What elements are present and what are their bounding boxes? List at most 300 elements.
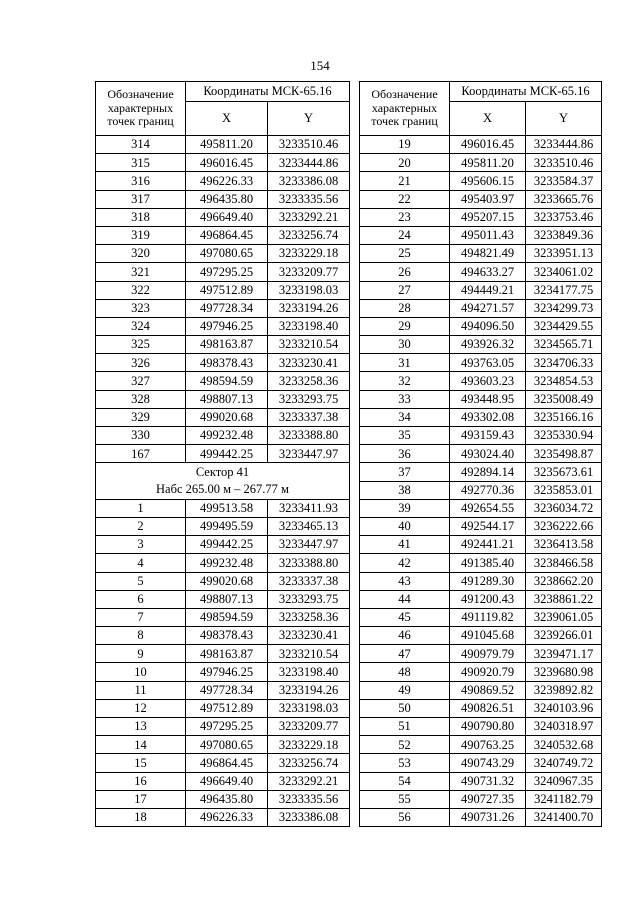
left-x-value: 498807.13 — [186, 590, 268, 608]
left-point-id: 10 — [96, 663, 186, 681]
left-y-value: 3233411.93 — [268, 499, 350, 517]
column-gap — [350, 663, 360, 681]
left-y-value: 3233198.03 — [268, 281, 350, 299]
left-point-id: 328 — [96, 390, 186, 408]
left-point-id: 314 — [96, 136, 186, 154]
column-gap — [350, 608, 360, 626]
left-y-value: 3233292.21 — [268, 208, 350, 226]
right-y-value: 3239061.05 — [526, 608, 602, 626]
table-row — [96, 336, 602, 354]
right-point-id: 47 — [360, 645, 450, 663]
column-gap — [350, 499, 360, 517]
left-point-id: 3 — [96, 536, 186, 554]
right-x-value: 493926.32 — [450, 336, 526, 354]
right-y-header: Y — [526, 102, 602, 136]
column-gap — [350, 736, 360, 754]
left-point-id: 8 — [96, 627, 186, 645]
left-y-value: 3233337.38 — [268, 408, 350, 426]
right-point-id: 26 — [360, 263, 450, 281]
table-row — [96, 608, 602, 626]
table-row — [96, 736, 602, 754]
right-y-value: 3240103.96 — [526, 699, 602, 717]
table-body — [96, 136, 602, 827]
right-y-value: 3236034.72 — [526, 499, 602, 517]
table-row — [96, 390, 602, 408]
right-y-value: 3234429.55 — [526, 317, 602, 335]
left-point-id: 321 — [96, 263, 186, 281]
left-y-value: 3233256.74 — [268, 754, 350, 772]
table-row — [96, 172, 602, 190]
right-point-id: 30 — [360, 336, 450, 354]
left-x-value: 497512.89 — [186, 281, 268, 299]
right-designation-header: Обозначение характерных точек границ — [360, 82, 450, 136]
table-row — [96, 136, 602, 154]
left-y-value: 3233293.75 — [268, 590, 350, 608]
right-point-id: 25 — [360, 245, 450, 263]
left-x-value: 497728.34 — [186, 299, 268, 317]
left-x-value: 498807.13 — [186, 390, 268, 408]
column-gap — [350, 226, 360, 244]
left-y-value: 3233256.74 — [268, 226, 350, 244]
left-x-value: 496016.45 — [186, 154, 268, 172]
column-gap — [350, 790, 360, 808]
right-x-value: 493448.95 — [450, 390, 526, 408]
table-row — [96, 245, 602, 263]
right-y-value: 3235853.01 — [526, 481, 602, 499]
right-y-value: 3235330.94 — [526, 427, 602, 445]
right-x-value: 490731.32 — [450, 772, 526, 790]
left-y-value: 3233194.26 — [268, 299, 350, 317]
table-row — [96, 517, 602, 535]
right-point-id: 54 — [360, 772, 450, 790]
left-x-value: 499513.58 — [186, 499, 268, 517]
left-point-id: 11 — [96, 681, 186, 699]
column-gap — [350, 208, 360, 226]
right-point-id: 52 — [360, 736, 450, 754]
right-y-value: 3238662.20 — [526, 572, 602, 590]
column-gap — [350, 699, 360, 717]
left-x-value: 497295.25 — [186, 263, 268, 281]
right-x-value: 492441.21 — [450, 536, 526, 554]
right-x-value: 490727.35 — [450, 790, 526, 808]
left-y-value: 3233230.41 — [268, 627, 350, 645]
left-y-value: 3233447.97 — [268, 536, 350, 554]
table-row — [96, 699, 602, 717]
column-gap — [350, 82, 360, 136]
right-x-value: 495011.43 — [450, 226, 526, 244]
right-y-value: 3233665.76 — [526, 190, 602, 208]
column-gap — [350, 245, 360, 263]
left-x-value: 497080.65 — [186, 245, 268, 263]
table-row — [96, 627, 602, 645]
left-x-value: 496226.33 — [186, 808, 268, 826]
right-point-id: 23 — [360, 208, 450, 226]
sector-title: Сектор 41 — [195, 465, 250, 480]
left-x-value: 497946.25 — [186, 317, 268, 335]
column-gap — [350, 408, 360, 426]
column-gap — [350, 172, 360, 190]
right-point-id: 42 — [360, 554, 450, 572]
table-row — [96, 263, 602, 281]
left-y-value: 3233230.41 — [268, 354, 350, 372]
column-gap — [350, 372, 360, 390]
left-designation-header: Обозначение характерных точек границ — [96, 82, 186, 136]
left-y-value: 3233386.08 — [268, 808, 350, 826]
right-point-id: 35 — [360, 427, 450, 445]
coordinates-table-wrapper — [95, 81, 602, 827]
left-point-id: 16 — [96, 772, 186, 790]
right-y-value: 3239266.01 — [526, 627, 602, 645]
right-point-id: 24 — [360, 226, 450, 244]
right-x-value: 494633.27 — [450, 263, 526, 281]
column-gap — [350, 572, 360, 590]
column-gap — [350, 627, 360, 645]
table-row — [96, 554, 602, 572]
column-gap — [350, 772, 360, 790]
left-point-id: 329 — [96, 408, 186, 426]
left-point-id: 5 — [96, 572, 186, 590]
right-y-value: 3239892.82 — [526, 681, 602, 699]
left-point-id: 326 — [96, 354, 186, 372]
right-point-id: 53 — [360, 754, 450, 772]
left-x-value: 496864.45 — [186, 226, 268, 244]
right-x-value: 490790.80 — [450, 718, 526, 736]
left-point-id: 315 — [96, 154, 186, 172]
right-y-value: 3235166.16 — [526, 408, 602, 426]
table-row — [96, 754, 602, 772]
left-x-value: 497728.34 — [186, 681, 268, 699]
right-y-value: 3240967.35 — [526, 772, 602, 790]
left-x-value: 499442.25 — [186, 536, 268, 554]
table-row — [96, 536, 602, 554]
left-x-value: 498378.43 — [186, 354, 268, 372]
right-y-value: 3234299.73 — [526, 299, 602, 317]
right-y-value: 3233444.86 — [526, 136, 602, 154]
left-y-value: 3233335.56 — [268, 190, 350, 208]
right-y-value: 3233584.37 — [526, 172, 602, 190]
left-point-id: 6 — [96, 590, 186, 608]
right-x-value: 495606.15 — [450, 172, 526, 190]
right-x-value: 494271.57 — [450, 299, 526, 317]
right-x-value: 492544.17 — [450, 517, 526, 535]
right-y-value: 3233849.36 — [526, 226, 602, 244]
left-y-value: 3233209.77 — [268, 263, 350, 281]
column-gap — [350, 354, 360, 372]
left-point-id: 318 — [96, 208, 186, 226]
right-x-value: 494096.50 — [450, 317, 526, 335]
right-x-value: 494449.21 — [450, 281, 526, 299]
left-point-id: 323 — [96, 299, 186, 317]
right-point-id: 44 — [360, 590, 450, 608]
right-y-value: 3234565.71 — [526, 336, 602, 354]
right-y-value: 3235008.49 — [526, 390, 602, 408]
table-row — [96, 226, 602, 244]
right-point-id: 37 — [360, 463, 450, 481]
left-point-id: 17 — [96, 790, 186, 808]
right-y-value: 3238466.58 — [526, 554, 602, 572]
left-x-value: 497295.25 — [186, 718, 268, 736]
table-row — [96, 299, 602, 317]
column-gap — [350, 190, 360, 208]
left-x-value: 496435.80 — [186, 790, 268, 808]
left-x-value: 498594.59 — [186, 372, 268, 390]
left-y-value: 3233258.36 — [268, 372, 350, 390]
right-point-id: 55 — [360, 790, 450, 808]
table-row — [96, 718, 602, 736]
right-y-value: 3241400.70 — [526, 808, 602, 826]
column-gap — [350, 645, 360, 663]
right-point-id: 36 — [360, 445, 450, 463]
right-point-id: 34 — [360, 408, 450, 426]
right-x-value: 491045.68 — [450, 627, 526, 645]
left-y-value: 3233209.77 — [268, 718, 350, 736]
right-point-id: 38 — [360, 481, 450, 499]
right-x-value: 490731.26 — [450, 808, 526, 826]
right-y-value: 3234854.53 — [526, 372, 602, 390]
column-gap — [350, 554, 360, 572]
left-x-value: 496226.33 — [186, 172, 268, 190]
sector-header — [96, 463, 350, 499]
left-coords-header: Координаты МСК-65.16 — [186, 82, 350, 102]
left-y-value: 3233198.40 — [268, 663, 350, 681]
left-x-value: 499020.68 — [186, 408, 268, 426]
right-x-value: 492654.55 — [450, 499, 526, 517]
table-row — [96, 808, 602, 826]
left-x-value: 498594.59 — [186, 608, 268, 626]
column-gap — [350, 390, 360, 408]
right-point-id: 49 — [360, 681, 450, 699]
right-y-value: 3236413.58 — [526, 536, 602, 554]
right-y-value: 3233510.46 — [526, 154, 602, 172]
table-row — [96, 317, 602, 335]
left-y-value: 3233293.75 — [268, 390, 350, 408]
right-coords-header: Координаты МСК-65.16 — [450, 82, 602, 102]
right-point-id: 40 — [360, 517, 450, 535]
column-gap — [350, 718, 360, 736]
left-y-value: 3233258.36 — [268, 608, 350, 626]
column-gap — [350, 536, 360, 554]
right-y-value: 3234061.02 — [526, 263, 602, 281]
table-row — [96, 281, 602, 299]
table-row — [96, 772, 602, 790]
left-y-value: 3233335.56 — [268, 790, 350, 808]
right-point-id: 50 — [360, 699, 450, 717]
left-point-id: 167 — [96, 445, 186, 463]
right-point-id: 32 — [360, 372, 450, 390]
right-x-value: 495811.20 — [450, 154, 526, 172]
left-point-id: 317 — [96, 190, 186, 208]
left-y-value: 3233198.03 — [268, 699, 350, 717]
right-point-id: 19 — [360, 136, 450, 154]
page-number: 154 — [310, 58, 330, 73]
left-point-id: 316 — [96, 172, 186, 190]
left-point-id: 1 — [96, 499, 186, 517]
right-x-value: 491385.40 — [450, 554, 526, 572]
left-x-value: 498378.43 — [186, 627, 268, 645]
right-y-value: 3241182.79 — [526, 790, 602, 808]
table-row — [96, 208, 602, 226]
left-x-value: 497946.25 — [186, 663, 268, 681]
left-point-id: 15 — [96, 754, 186, 772]
left-point-id: 13 — [96, 718, 186, 736]
left-point-id: 322 — [96, 281, 186, 299]
right-x-value: 493763.05 — [450, 354, 526, 372]
right-y-value: 3234706.33 — [526, 354, 602, 372]
right-point-id: 51 — [360, 718, 450, 736]
right-y-value: 3235498.87 — [526, 445, 602, 463]
column-gap — [350, 481, 360, 499]
left-y-value: 3233388.80 — [268, 554, 350, 572]
left-y-value: 3233510.46 — [268, 136, 350, 154]
left-y-value: 3233388.80 — [268, 427, 350, 445]
table-row — [96, 790, 602, 808]
right-point-id: 41 — [360, 536, 450, 554]
left-y-value: 3233194.26 — [268, 681, 350, 699]
left-y-value: 3233292.21 — [268, 772, 350, 790]
right-x-value: 490826.51 — [450, 699, 526, 717]
right-point-id: 27 — [360, 281, 450, 299]
left-y-value: 3233229.18 — [268, 736, 350, 754]
right-x-value: 496016.45 — [450, 136, 526, 154]
right-point-id: 33 — [360, 390, 450, 408]
table-row — [96, 463, 602, 481]
right-point-id: 45 — [360, 608, 450, 626]
left-y-value: 3233229.18 — [268, 245, 350, 263]
left-x-value: 496649.40 — [186, 208, 268, 226]
right-x-value: 495403.97 — [450, 190, 526, 208]
column-gap — [350, 463, 360, 481]
right-x-value: 493024.40 — [450, 445, 526, 463]
table-row — [96, 190, 602, 208]
table-row — [96, 645, 602, 663]
right-y-value: 3240749.72 — [526, 754, 602, 772]
right-x-value: 492894.14 — [450, 463, 526, 481]
sector-subtitle: Набс 265.00 м – 267.77 м — [156, 482, 289, 497]
left-point-id: 2 — [96, 517, 186, 535]
table-row — [96, 408, 602, 426]
left-point-id: 325 — [96, 336, 186, 354]
left-x-value: 499232.48 — [186, 554, 268, 572]
right-x-value: 490743.29 — [450, 754, 526, 772]
left-x-header: X — [186, 102, 268, 136]
right-point-id: 46 — [360, 627, 450, 645]
left-x-value: 497512.89 — [186, 699, 268, 717]
right-point-id: 43 — [360, 572, 450, 590]
right-x-value: 490763.25 — [450, 736, 526, 754]
column-gap — [350, 445, 360, 463]
left-x-value: 496435.80 — [186, 190, 268, 208]
left-y-value: 3233210.54 — [268, 336, 350, 354]
left-point-id: 324 — [96, 317, 186, 335]
left-y-value: 3233447.97 — [268, 445, 350, 463]
right-x-value: 490869.52 — [450, 681, 526, 699]
right-y-value: 3238861.22 — [526, 590, 602, 608]
column-gap — [350, 681, 360, 699]
left-y-header: Y — [268, 102, 350, 136]
left-x-value: 499232.48 — [186, 427, 268, 445]
left-x-value: 496864.45 — [186, 754, 268, 772]
left-x-value: 499020.68 — [186, 572, 268, 590]
left-point-id: 14 — [96, 736, 186, 754]
column-gap — [350, 154, 360, 172]
coordinates-table — [95, 81, 602, 827]
right-x-value: 492770.36 — [450, 481, 526, 499]
table-row — [96, 445, 602, 463]
right-point-id: 31 — [360, 354, 450, 372]
left-y-value: 3233386.08 — [268, 172, 350, 190]
column-gap — [350, 317, 360, 335]
right-x-value: 494821.49 — [450, 245, 526, 263]
left-point-id: 330 — [96, 427, 186, 445]
right-y-value: 3233753.46 — [526, 208, 602, 226]
column-gap — [350, 754, 360, 772]
left-point-id: 4 — [96, 554, 186, 572]
column-gap — [350, 427, 360, 445]
table-row — [96, 681, 602, 699]
left-x-value: 499442.25 — [186, 445, 268, 463]
right-x-value: 493603.23 — [450, 372, 526, 390]
column-gap — [350, 808, 360, 826]
right-y-value: 3240318.97 — [526, 718, 602, 736]
right-point-id: 28 — [360, 299, 450, 317]
left-y-value: 3233337.38 — [268, 572, 350, 590]
column-gap — [350, 336, 360, 354]
column-gap — [350, 281, 360, 299]
column-gap — [350, 299, 360, 317]
right-x-value: 495207.15 — [450, 208, 526, 226]
left-point-id: 18 — [96, 808, 186, 826]
right-y-value: 3240532.68 — [526, 736, 602, 754]
right-y-value: 3234177.75 — [526, 281, 602, 299]
table-row — [96, 572, 602, 590]
left-y-value: 3233198.40 — [268, 317, 350, 335]
left-x-value: 497080.65 — [186, 736, 268, 754]
right-x-value: 491200.43 — [450, 590, 526, 608]
right-point-id: 22 — [360, 190, 450, 208]
left-x-value: 498163.87 — [186, 645, 268, 663]
right-point-id: 29 — [360, 317, 450, 335]
left-point-id: 319 — [96, 226, 186, 244]
left-point-id: 320 — [96, 245, 186, 263]
left-y-value: 3233444.86 — [268, 154, 350, 172]
right-point-id: 20 — [360, 154, 450, 172]
table-header — [96, 82, 602, 136]
right-x-value: 493159.43 — [450, 427, 526, 445]
right-y-value: 3239471.17 — [526, 645, 602, 663]
right-y-value: 3236222.66 — [526, 517, 602, 535]
left-x-value: 495811.20 — [186, 136, 268, 154]
left-point-id: 7 — [96, 608, 186, 626]
left-x-value: 498163.87 — [186, 336, 268, 354]
table-row — [96, 663, 602, 681]
right-x-value: 493302.08 — [450, 408, 526, 426]
left-point-id: 12 — [96, 699, 186, 717]
table-row — [96, 427, 602, 445]
table-row — [96, 372, 602, 390]
right-y-value: 3233951.13 — [526, 245, 602, 263]
left-y-value: 3233210.54 — [268, 645, 350, 663]
table-row — [96, 154, 602, 172]
right-point-id: 48 — [360, 663, 450, 681]
left-x-value: 499495.59 — [186, 517, 268, 535]
right-point-id: 39 — [360, 499, 450, 517]
right-y-value: 3235673.61 — [526, 463, 602, 481]
right-point-id: 56 — [360, 808, 450, 826]
left-x-value: 496649.40 — [186, 772, 268, 790]
column-gap — [350, 136, 360, 154]
right-x-value: 491119.82 — [450, 608, 526, 626]
column-gap — [350, 517, 360, 535]
